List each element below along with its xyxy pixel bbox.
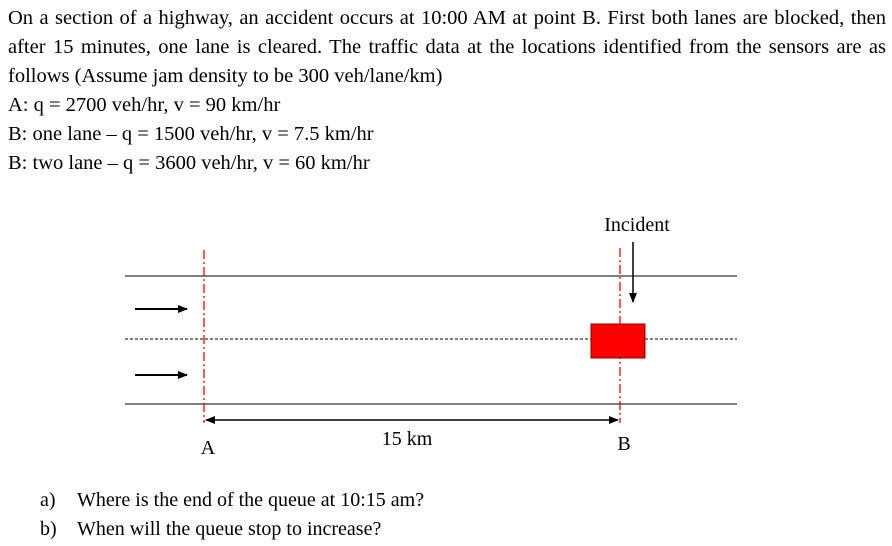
problem-intro: On a section of a highway, an accident occurs at 10:00 AM at point B. First both lanes are blocked, then after 15 minutes, one lane is cleared. The traffic data at the locations identified from the sensors are as follows (Assume jam density to be 300 veh/lane/km) — [8, 7, 886, 87]
incident-label: Incident — [604, 214, 670, 236]
question-b-label: b) — [40, 518, 57, 540]
distance-label: 15 km — [381, 428, 433, 450]
question-a-label: a) — [40, 489, 56, 511]
sensor-data-a: A: q = 2700 veh/hr, v = 90 km/hr — [8, 94, 281, 116]
question-a-text: Where is the end of the queue at 10:15 am? — [77, 489, 425, 511]
incident-block — [591, 324, 645, 358]
question-a — [40, 486, 424, 514]
point-b-label: B — [617, 433, 631, 455]
point-a-label: A — [200, 437, 216, 459]
question-b-text: When will the queue stop to increase? — [77, 518, 382, 540]
sensor-data-b-one-lane: B: one lane – q = 1500 veh/hr, v = 7.5 km/hr — [8, 123, 374, 145]
sensor-data-b-two-lane: B: two lane – q = 3600 veh/hr, v = 60 km/hr — [8, 152, 370, 174]
question-b — [40, 515, 381, 543]
